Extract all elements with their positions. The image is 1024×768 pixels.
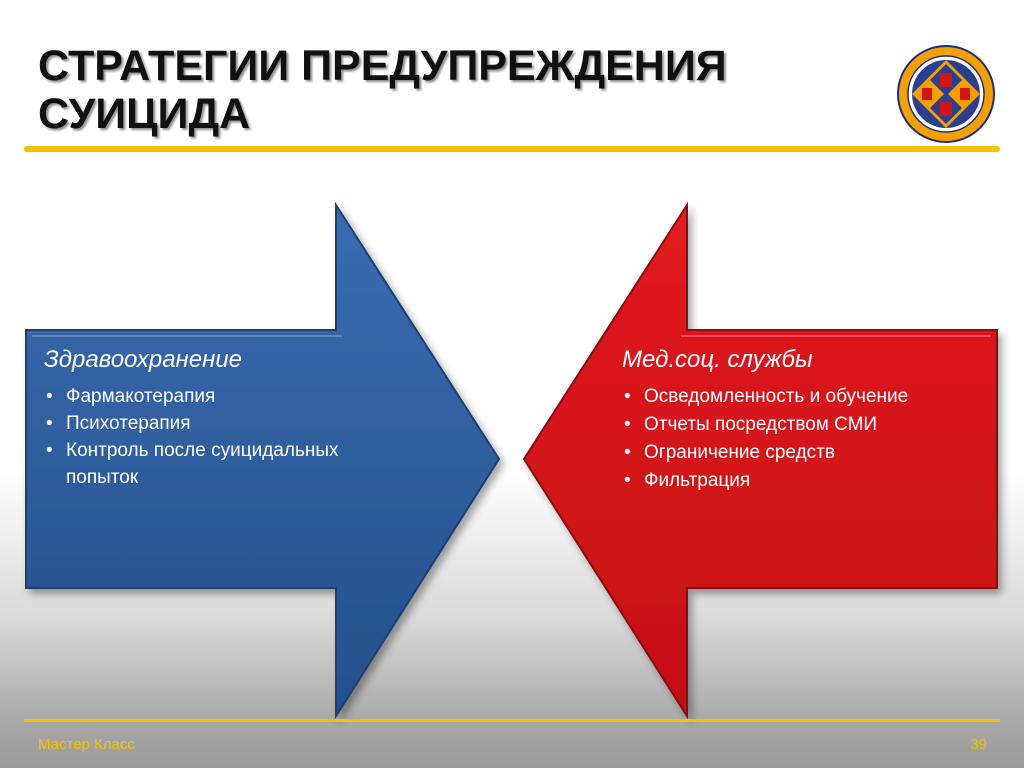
right-panel [622,345,982,495]
left-panel [44,345,404,491]
list-item: • Отчеты посредством СМИ [622,411,982,439]
list-item: • Фильтрация [622,467,982,495]
list-item: • Фармакотерапия [44,383,404,410]
list-item: • Контроль после суицидальных попыток [44,437,404,491]
page-number: 39 [970,736,987,753]
left-panel-title: Здравоохранение [44,346,243,373]
slide-title: СТРАТЕГИИ ПРЕДУПРЕЖДЕНИЯ СУИЦИДА [38,42,727,138]
right-panel-list [622,383,982,495]
right-panel-title: Мед.соц. службы [622,346,813,373]
bottom-divider [24,719,1000,722]
list-item: • Психотерапия [44,410,404,437]
list-item: • Осведомленность и обучение [622,383,982,411]
list-item: • Ограничение средств [622,439,982,467]
footer-label: Мастер Класс [38,736,135,753]
left-panel-list [44,383,404,491]
